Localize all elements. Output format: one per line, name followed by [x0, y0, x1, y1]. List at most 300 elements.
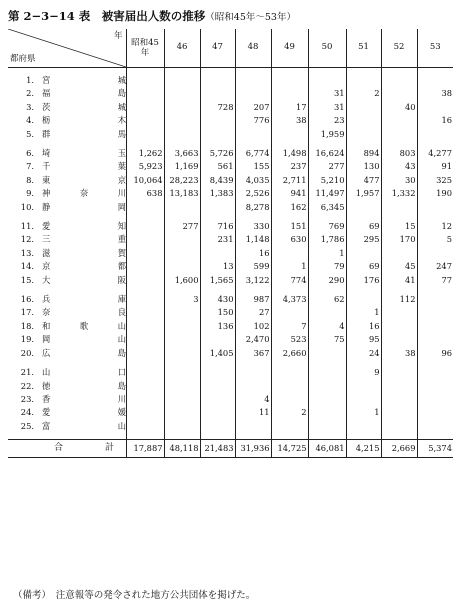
value-cell [126, 293, 164, 306]
value-cell: 4,035 [235, 174, 271, 187]
row-label [8, 293, 126, 306]
value-cell [126, 420, 164, 433]
value-cell: 5 [417, 233, 453, 246]
prefecture-name: 埼 玉 [42, 148, 126, 159]
value-cell [271, 366, 308, 379]
value-cell: 62 [308, 293, 346, 306]
value-cell: 7 [271, 320, 308, 333]
value-cell: 11,497 [308, 187, 346, 200]
prefecture-name: 和 歌 山 [42, 320, 126, 331]
prefecture-name: 神 奈 川 [42, 188, 126, 199]
value-cell: 5,923 [126, 160, 164, 173]
prefecture-name: 千 葉 [42, 161, 126, 172]
value-cell: 987 [235, 293, 271, 306]
value-cell: 716 [200, 220, 235, 233]
row-number: 6. [26, 148, 34, 159]
value-cell [126, 247, 164, 260]
value-cell: 1,498 [271, 147, 308, 160]
value-cell: 77 [417, 274, 453, 287]
value-cell [381, 87, 417, 100]
value-cell: 638 [126, 187, 164, 200]
value-cell [271, 128, 308, 141]
value-cell [417, 293, 453, 306]
value-cell [126, 380, 164, 393]
row-label [8, 187, 126, 200]
value-cell [126, 87, 164, 100]
value-cell [126, 233, 164, 246]
value-cell [164, 114, 200, 127]
row-number: 8. [26, 174, 34, 185]
row-number: 12. [20, 234, 34, 245]
table-row [8, 220, 453, 233]
prefecture-name: 広 島 [42, 347, 126, 358]
value-cell: 91 [417, 160, 453, 173]
value-cell: 190 [417, 187, 453, 200]
row-number: 9. [26, 188, 34, 199]
value-cell [271, 393, 308, 406]
value-cell [126, 201, 164, 214]
value-cell [417, 393, 453, 406]
table-row [8, 174, 453, 187]
total-value-cell: 14,725 [271, 440, 308, 458]
value-cell: 367 [235, 347, 271, 360]
value-cell [235, 366, 271, 379]
value-cell: 277 [308, 160, 346, 173]
footnote: （備考） 注意報等の発令された地方公共団体を掲げた。 [13, 590, 256, 601]
row-label [8, 406, 126, 419]
value-cell: 1 [271, 260, 308, 273]
value-cell [164, 87, 200, 100]
value-cell [417, 306, 453, 319]
value-cell: 728 [200, 101, 235, 114]
row-number: 19. [20, 334, 34, 345]
value-cell: 69 [346, 260, 381, 273]
value-cell: 5,726 [200, 147, 235, 160]
year-header: 50 [308, 29, 346, 68]
value-cell: 95 [346, 333, 381, 346]
value-cell [164, 128, 200, 141]
value-cell [346, 201, 381, 214]
value-cell [200, 247, 235, 260]
prefecture-name: 愛 媛 [42, 407, 126, 418]
value-cell: 150 [200, 306, 235, 319]
value-cell: 23 [308, 114, 346, 127]
value-cell [235, 74, 271, 87]
value-cell: 8,278 [235, 201, 271, 214]
row-number: 7. [26, 161, 34, 172]
value-cell: 31 [308, 87, 346, 100]
value-cell: 41 [381, 274, 417, 287]
value-cell: 803 [381, 147, 417, 160]
value-cell: 1,600 [164, 274, 200, 287]
value-cell [164, 366, 200, 379]
table-row [8, 247, 453, 260]
value-cell: 6,774 [235, 147, 271, 160]
value-cell: 3,663 [164, 147, 200, 160]
value-cell [381, 406, 417, 419]
row-number: 2. [26, 88, 34, 99]
title-text: 第 2−3−14 表 被害届出人数の推移 [8, 9, 206, 23]
table-row [8, 260, 453, 273]
value-cell [164, 101, 200, 114]
value-cell [126, 406, 164, 419]
row-number: 18. [20, 320, 34, 331]
table-row [8, 320, 453, 333]
total-value-cell: 4,215 [346, 440, 381, 458]
value-cell: 13,183 [164, 187, 200, 200]
value-cell: 277 [164, 220, 200, 233]
value-cell: 130 [346, 160, 381, 173]
value-cell: 231 [200, 233, 235, 246]
value-cell [381, 420, 417, 433]
prefecture-name: 香 川 [42, 393, 126, 404]
prefecture-name: 愛 知 [42, 221, 126, 232]
total-row [8, 440, 453, 458]
value-cell [271, 420, 308, 433]
value-cell: 38 [381, 347, 417, 360]
value-cell [200, 87, 235, 100]
value-cell [346, 393, 381, 406]
table-row [8, 347, 453, 360]
value-cell [126, 320, 164, 333]
value-cell: 43 [381, 160, 417, 173]
row-number: 20. [20, 347, 34, 358]
row-number: 17. [20, 307, 34, 318]
row-number: 21. [20, 367, 34, 378]
table-row [8, 74, 453, 87]
value-cell [200, 128, 235, 141]
value-cell [126, 347, 164, 360]
value-cell: 4,373 [271, 293, 308, 306]
value-cell: 112 [381, 293, 417, 306]
value-cell: 9 [346, 366, 381, 379]
value-cell: 1 [346, 406, 381, 419]
value-cell [164, 347, 200, 360]
row-label [8, 274, 126, 287]
value-cell [126, 306, 164, 319]
value-cell [164, 233, 200, 246]
value-cell [200, 333, 235, 346]
row-label [8, 366, 126, 379]
value-cell: 774 [271, 274, 308, 287]
value-cell [164, 406, 200, 419]
value-cell [126, 274, 164, 287]
value-cell: 207 [235, 101, 271, 114]
prefecture-name: 滋 賀 [42, 247, 126, 258]
row-number: 22. [20, 380, 34, 391]
value-cell [417, 420, 453, 433]
value-cell [271, 87, 308, 100]
row-number: 14. [20, 261, 34, 272]
value-cell [308, 420, 346, 433]
row-number: 1. [26, 75, 34, 85]
value-cell: 155 [235, 160, 271, 173]
row-number: 24. [20, 407, 34, 418]
value-cell: 769 [308, 220, 346, 233]
value-cell: 2,470 [235, 333, 271, 346]
value-cell: 40 [381, 101, 417, 114]
total-value-cell: 17,887 [126, 440, 164, 458]
row-label [8, 333, 126, 346]
total-value-cell: 21,483 [200, 440, 235, 458]
table-row [8, 366, 453, 379]
value-cell [346, 74, 381, 87]
value-cell [417, 247, 453, 260]
value-cell [308, 306, 346, 319]
table-row [8, 187, 453, 200]
value-cell [235, 380, 271, 393]
value-cell [271, 380, 308, 393]
row-number: 3. [26, 101, 34, 112]
year-header: 46 [164, 29, 200, 68]
value-cell [381, 247, 417, 260]
value-cell [381, 306, 417, 319]
value-cell [164, 201, 200, 214]
value-cell: 38 [271, 114, 308, 127]
value-cell: 2 [346, 87, 381, 100]
value-cell [308, 406, 346, 419]
table-row [8, 306, 453, 319]
row-label [8, 393, 126, 406]
value-cell: 3,122 [235, 274, 271, 287]
year-header: 52 [381, 29, 417, 68]
value-cell [381, 114, 417, 127]
value-cell: 170 [381, 233, 417, 246]
total-value-cell: 46,081 [308, 440, 346, 458]
value-cell: 28,223 [164, 174, 200, 187]
value-cell [381, 380, 417, 393]
value-cell: 2,711 [271, 174, 308, 187]
value-cell: 2,526 [235, 187, 271, 200]
value-cell [417, 380, 453, 393]
row-label [8, 101, 126, 114]
value-cell [417, 74, 453, 87]
table-row [8, 114, 453, 127]
value-cell [417, 366, 453, 379]
value-cell [200, 74, 235, 87]
value-cell: 30 [381, 174, 417, 187]
table-row [8, 293, 453, 306]
value-cell [235, 128, 271, 141]
value-cell [271, 74, 308, 87]
value-cell: 247 [417, 260, 453, 273]
value-cell [271, 306, 308, 319]
value-cell [164, 380, 200, 393]
value-cell [164, 247, 200, 260]
value-cell: 1 [308, 247, 346, 260]
value-cell [381, 393, 417, 406]
prefecture-name: 茨 城 [42, 101, 126, 112]
data-table [8, 29, 453, 458]
value-cell: 45 [381, 260, 417, 273]
value-cell [417, 333, 453, 346]
value-cell: 430 [200, 293, 235, 306]
value-cell [417, 101, 453, 114]
value-cell [381, 333, 417, 346]
corner-pref-label: 都府県 [10, 53, 36, 64]
value-cell [417, 406, 453, 419]
table-row [8, 128, 453, 141]
value-cell: 2 [271, 406, 308, 419]
value-cell: 102 [235, 320, 271, 333]
value-cell [346, 293, 381, 306]
value-cell [381, 128, 417, 141]
value-cell: 630 [271, 233, 308, 246]
row-number: 16. [20, 294, 34, 305]
row-number: 23. [20, 393, 34, 404]
row-label [8, 260, 126, 273]
row-number: 5. [26, 128, 34, 139]
value-cell [126, 333, 164, 346]
year-header: 48 [235, 29, 271, 68]
value-cell: 24 [346, 347, 381, 360]
value-cell: 10,064 [126, 174, 164, 187]
value-cell: 1,405 [200, 347, 235, 360]
value-cell [271, 247, 308, 260]
value-cell: 523 [271, 333, 308, 346]
value-cell [126, 260, 164, 273]
value-cell: 5,210 [308, 174, 346, 187]
table-title [8, 8, 296, 24]
value-cell: 17 [271, 101, 308, 114]
value-cell: 1,332 [381, 187, 417, 200]
value-cell [346, 128, 381, 141]
row-label [8, 128, 126, 141]
value-cell: 330 [235, 220, 271, 233]
value-cell [164, 74, 200, 87]
table-row [8, 233, 453, 246]
value-cell: 1,169 [164, 160, 200, 173]
row-label [8, 87, 126, 100]
value-cell [126, 393, 164, 406]
value-cell [164, 320, 200, 333]
value-cell [235, 87, 271, 100]
prefecture-name: 京 都 [42, 261, 126, 272]
prefecture-name: 山 口 [42, 367, 126, 378]
row-label [8, 320, 126, 333]
value-cell: 4 [235, 393, 271, 406]
value-cell: 15 [381, 220, 417, 233]
corner-year-label: 年 [113, 31, 123, 41]
row-label [8, 147, 126, 160]
table-row [8, 101, 453, 114]
prefecture-name: 富 山 [42, 420, 126, 431]
value-cell: 69 [346, 220, 381, 233]
total-label [8, 440, 126, 458]
value-cell: 12 [417, 220, 453, 233]
prefecture-name: 東 京 [42, 174, 126, 185]
row-label [8, 306, 126, 319]
value-cell: 13 [200, 260, 235, 273]
row-label [8, 74, 126, 87]
value-cell [346, 114, 381, 127]
row-label [8, 247, 126, 260]
value-cell: 599 [235, 260, 271, 273]
value-cell [164, 306, 200, 319]
row-label [8, 233, 126, 246]
value-cell [381, 320, 417, 333]
table-row [8, 160, 453, 173]
value-cell [308, 393, 346, 406]
value-cell: 1,565 [200, 274, 235, 287]
value-cell [164, 393, 200, 406]
value-cell: 1,959 [308, 128, 346, 141]
value-cell: 290 [308, 274, 346, 287]
value-cell [346, 101, 381, 114]
row-number: 25. [20, 420, 34, 431]
value-cell: 11 [235, 406, 271, 419]
year-header: 47 [200, 29, 235, 68]
header-row [8, 29, 453, 68]
value-cell [346, 380, 381, 393]
value-cell [200, 201, 235, 214]
value-cell: 1,957 [346, 187, 381, 200]
value-cell [308, 380, 346, 393]
value-cell [164, 333, 200, 346]
row-number: 4. [26, 115, 34, 126]
value-cell [164, 420, 200, 433]
table-row [8, 420, 453, 433]
prefecture-name: 岡 山 [42, 334, 126, 345]
row-label [8, 380, 126, 393]
table-row [8, 274, 453, 287]
value-cell: 477 [346, 174, 381, 187]
value-cell [126, 220, 164, 233]
total-value-cell: 5,374 [417, 440, 453, 458]
row-label [8, 114, 126, 127]
total-value-cell: 31,936 [235, 440, 271, 458]
header-corner [8, 29, 126, 68]
value-cell: 325 [417, 174, 453, 187]
value-cell [308, 74, 346, 87]
value-cell [200, 393, 235, 406]
value-cell: 295 [346, 233, 381, 246]
value-cell [417, 128, 453, 141]
year-header: 49 [271, 29, 308, 68]
value-cell: 75 [308, 333, 346, 346]
value-cell: 1,262 [126, 147, 164, 160]
value-cell [235, 420, 271, 433]
value-cell [164, 260, 200, 273]
value-cell [126, 114, 164, 127]
value-cell: 27 [235, 306, 271, 319]
value-cell: 2,660 [271, 347, 308, 360]
table-row [8, 201, 453, 214]
prefecture-name: 栃 木 [42, 115, 126, 126]
value-cell [200, 114, 235, 127]
value-cell: 176 [346, 274, 381, 287]
value-cell: 8,439 [200, 174, 235, 187]
value-cell: 6,345 [308, 201, 346, 214]
table-row [8, 87, 453, 100]
value-cell: 1,148 [235, 233, 271, 246]
prefecture-name: 奈 良 [42, 307, 126, 318]
value-cell: 16,624 [308, 147, 346, 160]
value-cell: 941 [271, 187, 308, 200]
value-cell: 136 [200, 320, 235, 333]
prefecture-name: 三 重 [42, 234, 126, 245]
value-cell [126, 101, 164, 114]
value-cell [200, 380, 235, 393]
row-number: 13. [20, 247, 34, 258]
value-cell [417, 320, 453, 333]
value-cell: 16 [346, 320, 381, 333]
value-cell [126, 74, 164, 87]
row-label [8, 220, 126, 233]
value-cell [417, 201, 453, 214]
value-cell [346, 247, 381, 260]
value-cell: 79 [308, 260, 346, 273]
